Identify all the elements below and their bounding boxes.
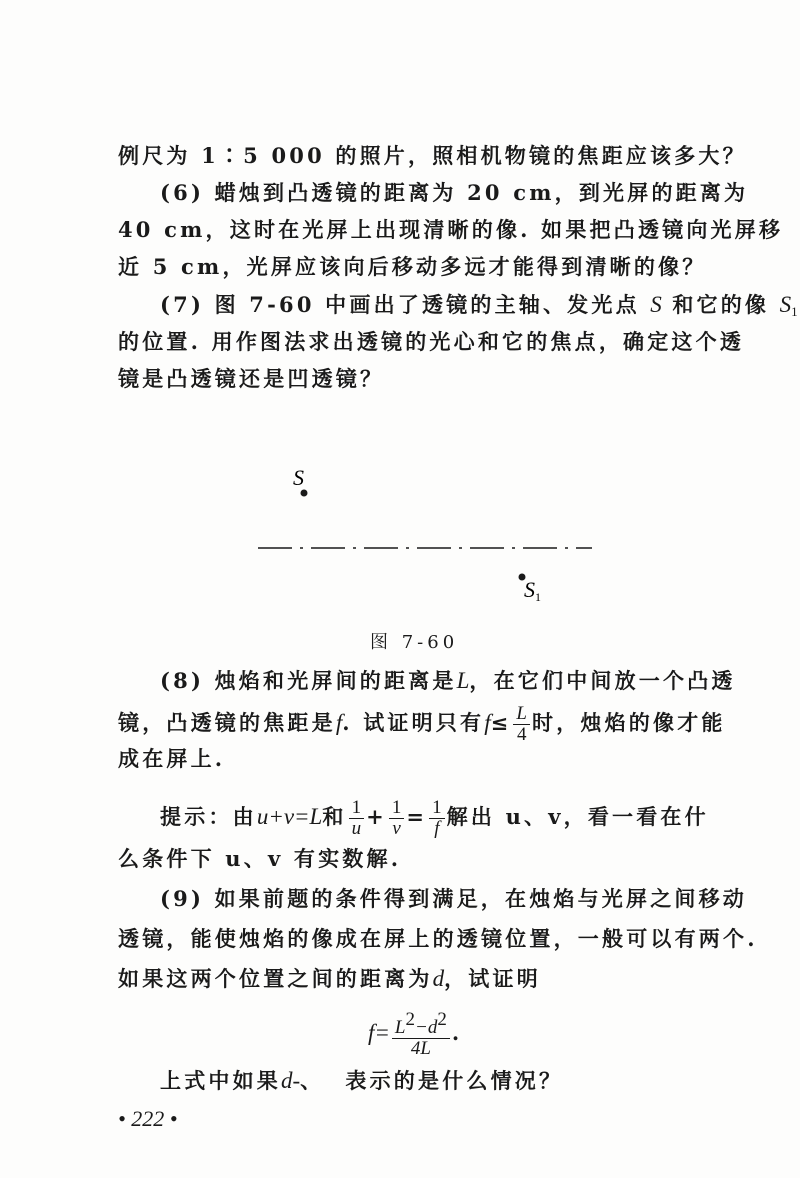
page-number: • 222 • xyxy=(118,1106,178,1131)
text-line: 例尺为 1∶5 000 的照片，照相机物镜的焦距应该多大？ xyxy=(118,143,747,168)
text: 和它的像 xyxy=(672,292,770,317)
formula: f= $\frac{L2-d2}{4L}$ . xyxy=(368,1009,463,1059)
text-line: 镜，凸透镜的焦距是f. 试证明只有f≤ $\frac{L}{4}$ 时，烛焰的像才能 xyxy=(118,703,726,745)
figure-caption: 图 7-60 xyxy=(370,632,459,653)
text-line: 40 cm，这时在光屏上出现清晰的像. 如果把凸透镜向光屏移 xyxy=(118,217,784,242)
math-S: S xyxy=(650,292,662,317)
point-S xyxy=(301,490,308,497)
math-S1: $S_1$ xyxy=(779,292,798,319)
text-line: 透镜，能使烛焰的像成在屏上的透镜位置，一般可以有两个. xyxy=(118,926,758,951)
problem-8: (8) 烛焰和光屏间的距离是L，在它们中间放一个凸透 xyxy=(160,668,736,693)
fraction: $\frac{L}{4}$ xyxy=(513,704,530,745)
problem-7 xyxy=(160,292,798,325)
problem-6: (6) 蜡烛到凸透镜的距离为 20 cm，到光屏的距离为 xyxy=(160,180,749,205)
question-line: 上式中如果d-、 表示的是什么情况？ xyxy=(160,1068,564,1093)
text-line: 近 5 cm，光屏应该向后移动多远才能得到清晰的像？ xyxy=(118,254,707,279)
figure-7-60 xyxy=(0,440,800,620)
text-line: 的位置. 用作图法求出透镜的光心和它的焦点，确定这个透 xyxy=(118,329,745,354)
hint: 提示：由u+v=L和 $\frac{1}{u}$ + $\frac{1}{v}$ = $\frac{1}{f}$ 解出 u、v，看一看在什 xyxy=(160,797,709,839)
text-line: 镜是凸透镜还是凹透镜？ xyxy=(118,366,385,391)
text-line: 如果这两个位置之间的距离为d，试证明 xyxy=(118,966,541,991)
text-line: 么条件下 u、v 有实数解. xyxy=(118,846,402,871)
label-S: S xyxy=(293,465,304,490)
label-S1: S1 xyxy=(524,577,541,604)
text-line: 成在屏上. xyxy=(118,746,226,771)
text: (7) 图 7-60 中画出了透镜的主轴、发光点 xyxy=(160,292,640,317)
problem-9: (9) 如果前题的条件得到满足，在烛焰与光屏之间移动 xyxy=(160,886,747,911)
